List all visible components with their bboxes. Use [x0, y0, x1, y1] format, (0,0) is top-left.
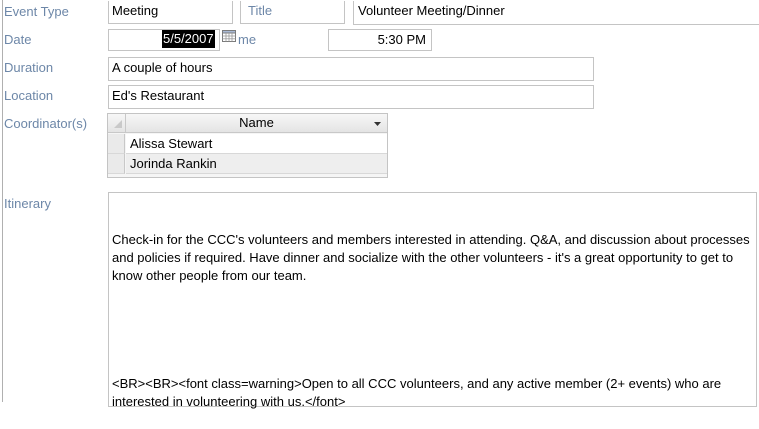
coordinators-subform[interactable] [107, 113, 388, 178]
subform-header [108, 114, 387, 133]
title-label-box [240, 1, 345, 24]
title-field[interactable] [353, 1, 759, 25]
event-type-label: Event Type [4, 4, 69, 19]
coordinator-name[interactable]: Jorinda Rankin [126, 154, 387, 174]
itinerary-label: Itinerary [4, 196, 51, 211]
select-all-triangle-icon [114, 120, 122, 128]
coordinators-label: Coordinator(s) [4, 116, 88, 131]
duration-label: Duration [4, 60, 54, 75]
name-column-header[interactable] [126, 114, 387, 132]
time-field[interactable]: 5:30 PM [328, 29, 432, 51]
record-selector[interactable] [108, 134, 125, 154]
name-column-label: Name [239, 115, 274, 130]
chevron-down-icon[interactable] [374, 122, 381, 126]
coordinator-name[interactable]: Alissa Stewart [126, 134, 387, 154]
event-type-field[interactable]: Meeting [108, 1, 233, 24]
record-selector[interactable] [108, 154, 125, 174]
list-item[interactable] [108, 154, 387, 174]
title-value: Volunteer Meeting/Dinner [358, 3, 505, 18]
list-item[interactable] [108, 134, 387, 154]
form-left-border [2, 0, 3, 402]
location-label: Location [4, 88, 54, 103]
itinerary-paragraph-1: Check-in for the CCC's volunteers and members interested in attending. Q&A, and discussion about processes and policies if required. Have dinner and socialize with the other volunteers - it's a great opportunity to get to know other people from our team. [112, 232, 750, 283]
itinerary-field[interactable] [108, 192, 757, 407]
itinerary-paragraph-2: <BR><BR><font class=warning>Open to all CCC volunteers, and any active member (2+ events) who are interested in volunteering with us.</font> [112, 376, 722, 409]
location-field[interactable]: Ed's Restaurant [108, 85, 594, 109]
date-label: Date [4, 32, 32, 47]
calendar-icon[interactable] [222, 30, 236, 42]
duration-field[interactable]: A couple of hours [108, 57, 594, 81]
time-label-partial: me [238, 32, 257, 47]
date-value-selected[interactable]: 5/5/2007 [163, 31, 214, 46]
title-label: Title [248, 3, 273, 18]
select-all-corner[interactable] [108, 114, 126, 132]
